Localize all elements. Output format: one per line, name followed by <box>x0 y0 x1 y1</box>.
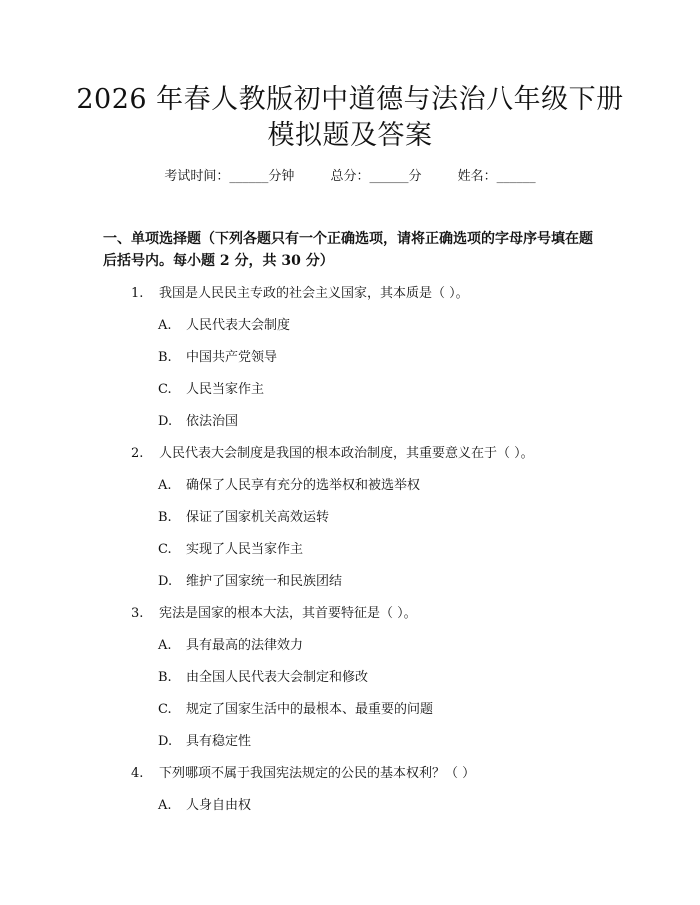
question-text: 人民代表大会制度是我国的根本政治制度，其重要意义在于（ ）。 <box>159 446 534 461</box>
question-2 <box>131 444 534 464</box>
question-3 <box>131 604 417 624</box>
exam-info <box>0 166 700 188</box>
question-2-option-a <box>158 476 420 496</box>
question-1-option-b <box>158 348 277 368</box>
option-text: 规定了国家生活中的最根本、最重要的问题 <box>186 702 434 717</box>
question-number: 4. <box>131 766 144 781</box>
document-title-line1: 2026 年春人教版初中道德与法治八年级下册 <box>76 84 624 115</box>
question-4 <box>131 764 475 784</box>
question-1-option-c <box>158 380 264 400</box>
question-3-option-b <box>158 668 368 688</box>
question-3-option-d <box>158 732 251 752</box>
question-2-option-d <box>158 572 342 592</box>
question-number: 3. <box>131 606 144 621</box>
question-1-option-a <box>158 316 290 336</box>
question-3-option-c <box>158 700 433 720</box>
question-number: 1. <box>131 286 144 301</box>
option-text: 依法治国 <box>186 414 239 429</box>
option-letter: B. <box>158 670 172 685</box>
option-text: 人民代表大会制度 <box>186 318 291 333</box>
question-3-option-a <box>158 636 303 656</box>
option-text: 维护了国家统一和民族团结 <box>186 574 343 589</box>
option-letter: D. <box>158 734 173 749</box>
option-text: 具有稳定性 <box>186 734 252 749</box>
question-2-option-c <box>158 540 303 560</box>
option-letter: B. <box>158 350 172 365</box>
option-text: 具有最高的法律效力 <box>186 638 304 653</box>
option-letter: D. <box>158 574 173 589</box>
question-2-option-b <box>158 508 329 528</box>
question-number: 2. <box>131 446 144 461</box>
document-title-line2: 模拟题及答案 <box>267 120 433 151</box>
option-letter: C. <box>158 382 172 397</box>
question-text: 下列哪项不属于我国宪法规定的公民的基本权利？（ ） <box>159 766 476 781</box>
question-text: 宪法是国家的根本大法，其首要特征是（ ）。 <box>159 606 417 621</box>
option-letter: A. <box>158 478 172 493</box>
option-text: 确保了人民享有充分的选举权和被选举权 <box>186 478 421 493</box>
question-text: 我国是人民民主专政的社会主义国家，其本质是（ ）。 <box>159 286 469 301</box>
option-letter: A. <box>158 798 172 813</box>
option-text: 人民当家作主 <box>186 382 265 397</box>
option-text: 实现了人民当家作主 <box>186 542 304 557</box>
option-letter: D. <box>158 414 173 429</box>
question-1-option-d <box>158 412 238 432</box>
option-letter: A. <box>158 638 172 653</box>
option-text: 人身自由权 <box>186 798 252 813</box>
option-text: 由全国人民代表大会制定和修改 <box>186 670 369 685</box>
section-heading-single-choice: 一、单项选择题（下列各题只有一个正确选项，请将正确选项的字母序号填在题后括号内。每小题 2 分，共 30 分） <box>103 231 593 269</box>
question-4-option-a <box>158 796 251 816</box>
option-letter: A. <box>158 318 172 333</box>
exam-time-field: 考试时间：______分钟 <box>164 169 295 184</box>
option-letter: C. <box>158 542 172 557</box>
option-text: 中国共产党领导 <box>186 350 278 365</box>
student-name-field: 姓名：______ <box>457 169 536 184</box>
option-letter: C. <box>158 702 172 717</box>
question-1 <box>131 284 469 304</box>
option-letter: B. <box>158 510 172 525</box>
option-text: 保证了国家机关高效运转 <box>186 510 330 525</box>
total-score-field: 总分：______分 <box>330 169 422 184</box>
